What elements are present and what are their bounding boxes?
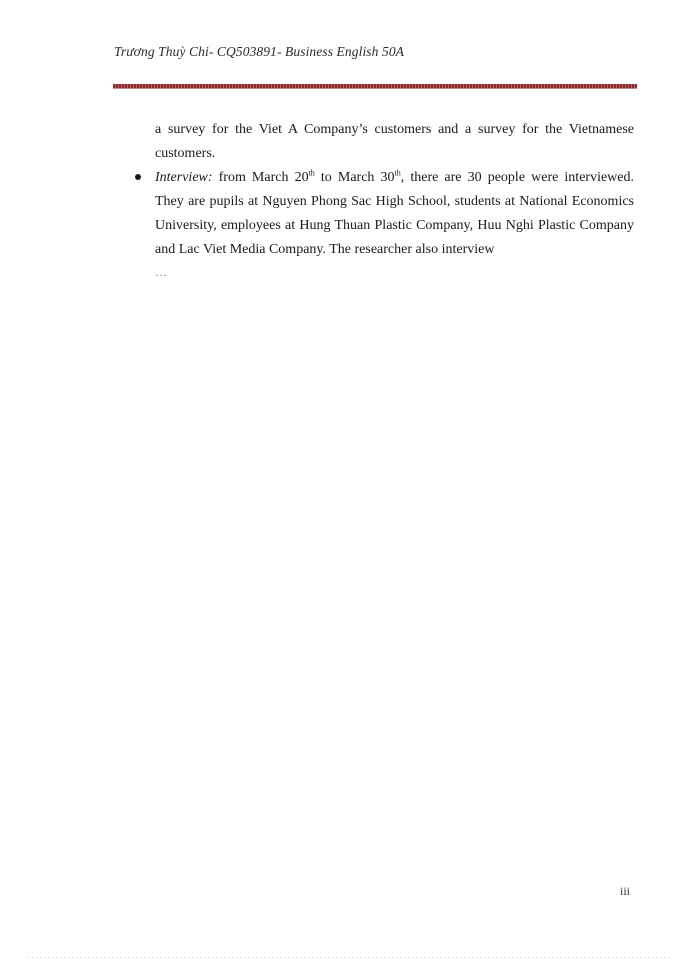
header-rule (113, 84, 637, 89)
bullet-item-interview (155, 166, 634, 282)
bullet-text-part2: to March 30 (314, 170, 395, 185)
bullet-term: Interview: (155, 170, 213, 185)
ordinal-suffix-2: th (394, 168, 401, 178)
bullet-dot-icon (135, 174, 141, 180)
page-number: iii (620, 884, 631, 898)
ordinal-suffix-1: th (308, 168, 315, 178)
running-header: Trương Thuỳ Chi- CQ503891- Business English 50A (114, 44, 405, 59)
page-bottom-border (28, 957, 672, 958)
body-content (155, 118, 634, 282)
continuation-ellipsis: … (155, 265, 167, 279)
continuation-paragraph: a survey for the Viet A Company’s customers and a survey for the Vietnamese customers. (155, 122, 634, 161)
bullet-text-part3: , there are 30 people were interviewed. They are pupils at Nguyen Phong Sac High School, students at National Economics University, employees at Hung Thuan Plastic Company, Huu Nghi Plastic Company and Lac Viet Media Company. The researcher also interview (155, 170, 634, 257)
bullet-text-part1: from March 20 (212, 170, 309, 185)
